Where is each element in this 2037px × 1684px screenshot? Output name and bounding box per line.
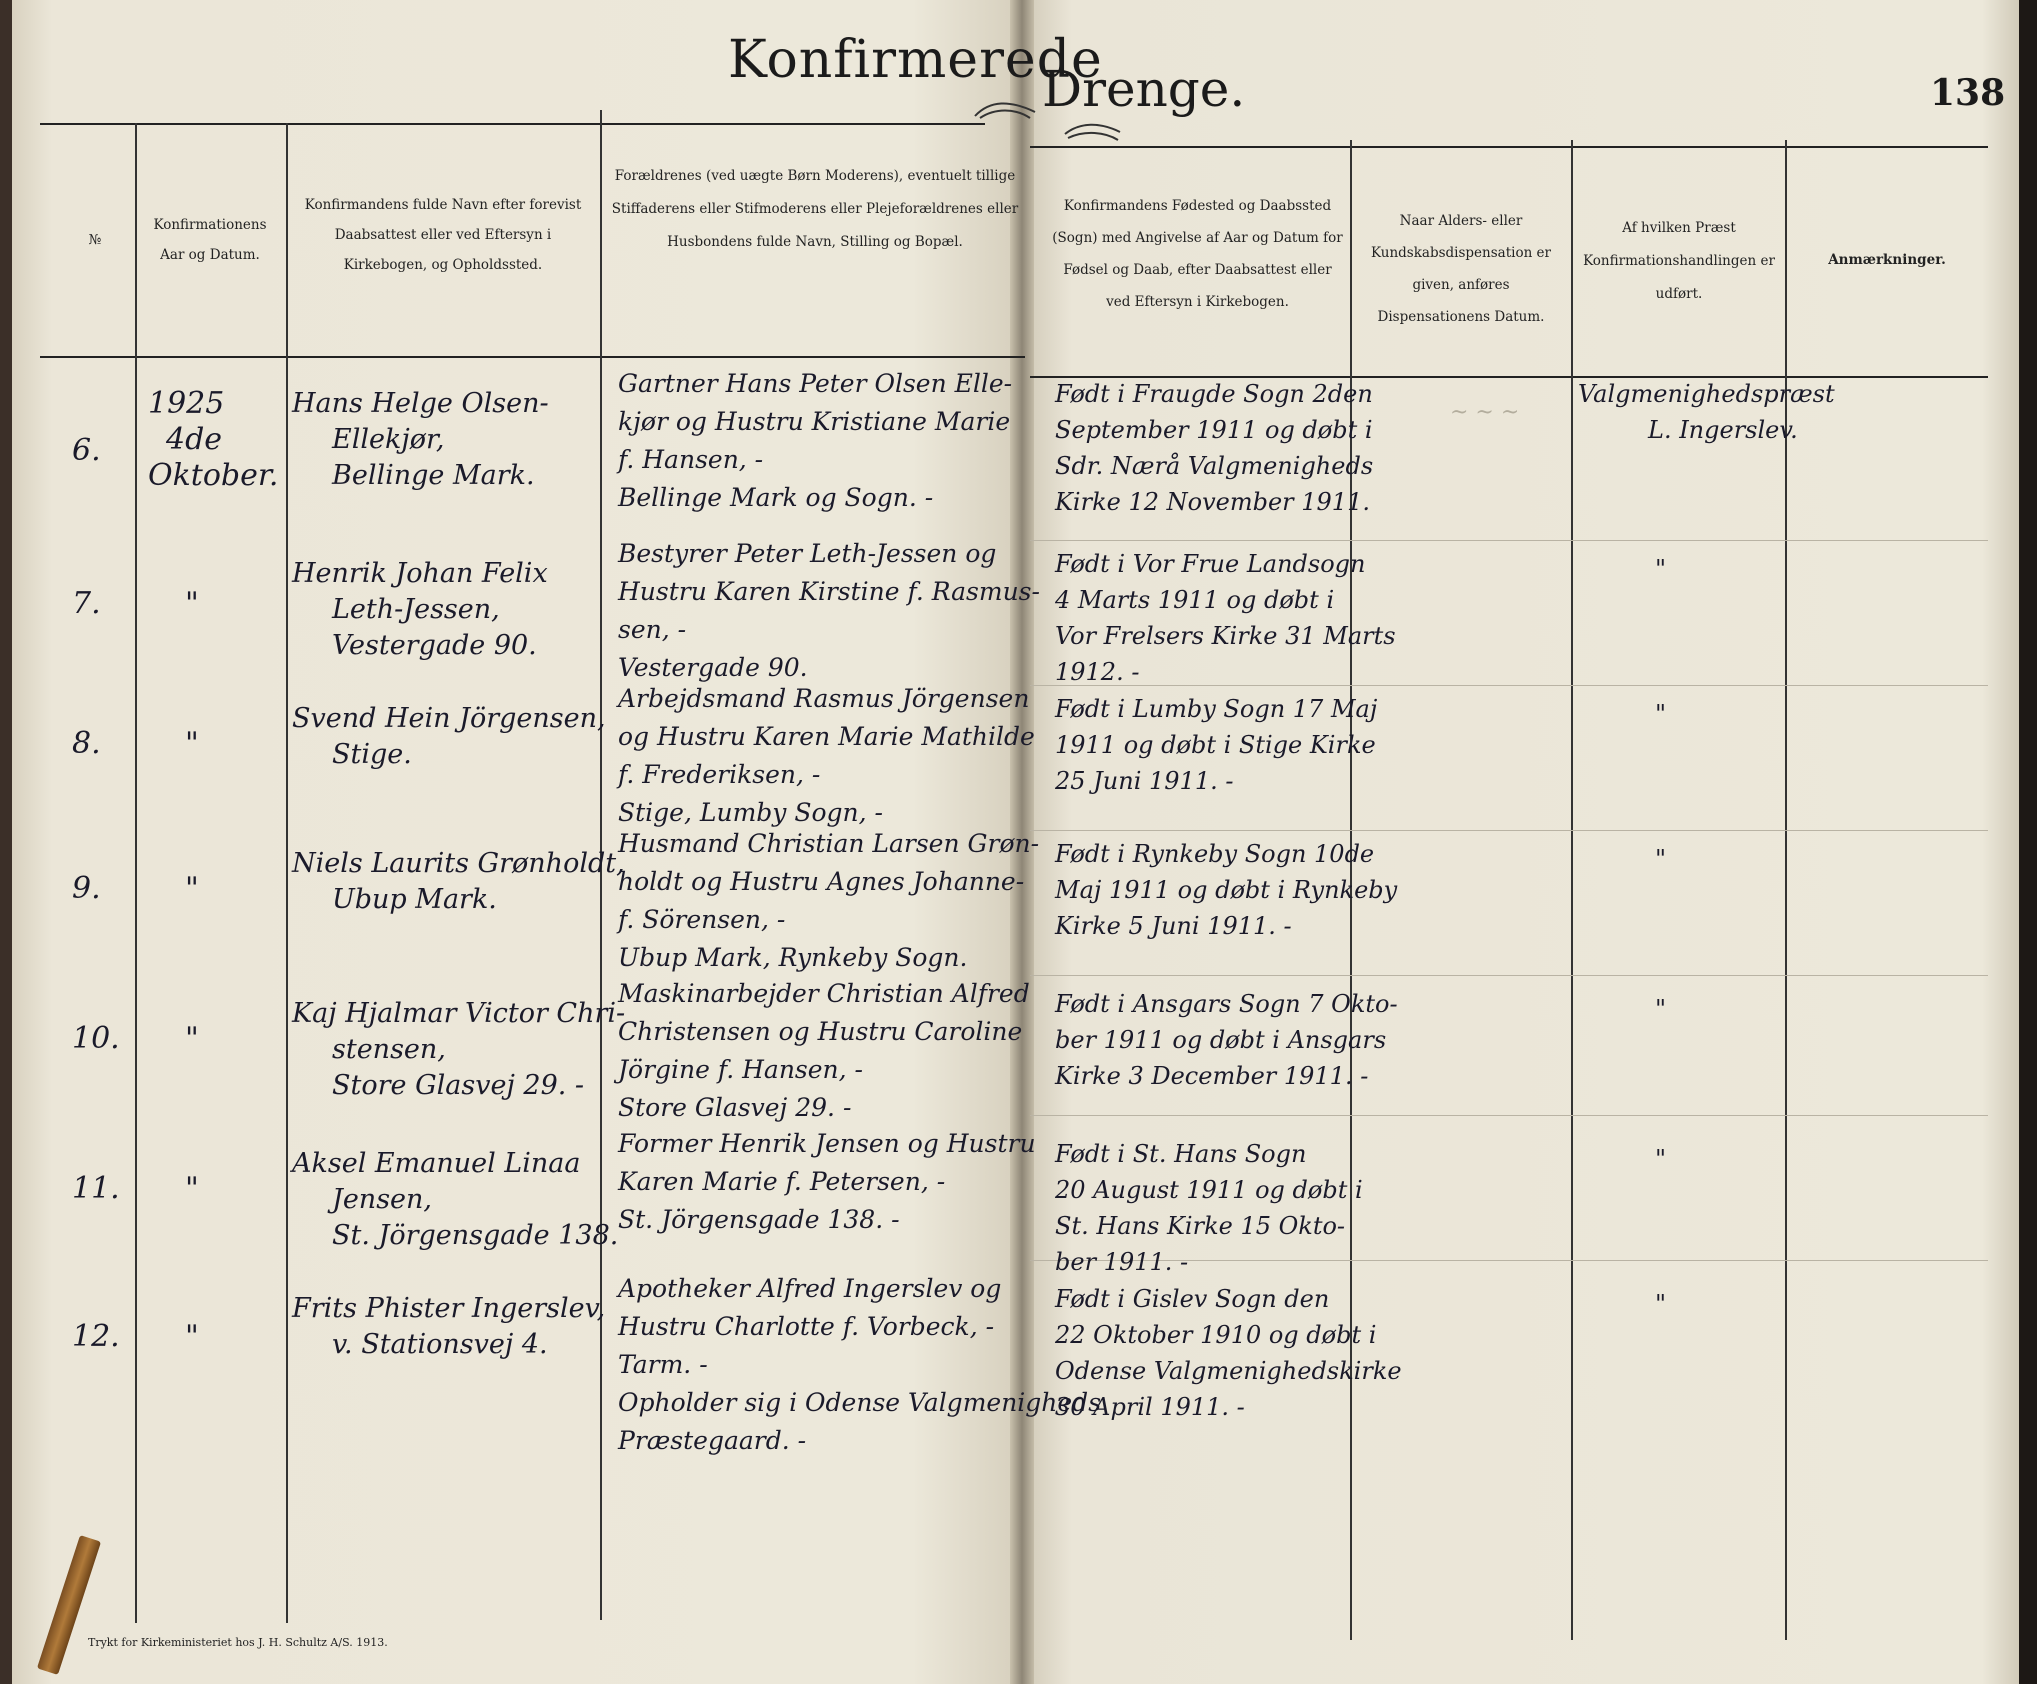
- entry-name: Store Glasvej 29. -: [332, 1070, 585, 1101]
- entry-number: 11.: [72, 1171, 120, 1206]
- entry-name: Kaj Hjalmar Victor Chri-: [292, 998, 626, 1029]
- entry-birth: 20 August 1911 og døbt i: [1055, 1176, 1363, 1204]
- entry-parents: Opholder sig i Odense Valgmenigheds: [618, 1388, 1102, 1417]
- entry-parents: St. Jörgensgade 138. -: [618, 1205, 900, 1234]
- entry-name: Vestergade 90.: [332, 630, 537, 661]
- entry-priest: ": [1655, 1290, 1667, 1318]
- header-no: №: [88, 232, 102, 248]
- entry-name: Stige.: [332, 739, 412, 770]
- entry-birth: 30 April 1911. -: [1055, 1393, 1245, 1421]
- entry-birth: Kirke 12 November 1911.: [1055, 488, 1370, 516]
- entry-birth: Født i Ansgars Sogn 7 Okto-: [1055, 990, 1398, 1018]
- header-birth: Konfirmandens Fødested og Daabssted (Sogn) med Angivelse af Aar og Datum for Fødsel og Daab, efter Daabsattest eller ved Eftersyn i Kirkebogen.: [1052, 198, 1343, 310]
- entry-parents: kjør og Hustru Kristiane Marie: [618, 407, 1011, 436]
- entry-birth: ber 1911 og døbt i Ansgars: [1055, 1026, 1387, 1054]
- header-top-rule-right: [1030, 146, 1988, 148]
- entry-priest: ": [1655, 845, 1667, 873]
- entry-name: stensen,: [332, 1034, 446, 1065]
- entry-birth: St. Hans Kirke 15 Okto-: [1055, 1212, 1346, 1240]
- entry-name: Frits Phister Ingerslev,: [292, 1293, 606, 1324]
- entry-date: ": [185, 1171, 199, 1206]
- entry-name: Niels Laurits Grønholdt,: [292, 848, 625, 879]
- entry-date: ": [185, 871, 199, 906]
- header-remarks: Anmærkninger.: [1828, 252, 1946, 268]
- header-priest: Af hvilken Præst Konfirmationshandlingen er udført.: [1583, 220, 1775, 302]
- entry-birth: 1912. -: [1055, 658, 1140, 686]
- entry-name: Ubup Mark.: [332, 884, 497, 915]
- column-divider: [1571, 140, 1573, 1640]
- entry-date: ": [185, 1021, 199, 1056]
- column-divider: [286, 123, 288, 1623]
- entry-parents: Husmand Christian Larsen Grøn-: [618, 829, 1040, 858]
- entry-parents: Karen Marie f. Petersen, -: [618, 1167, 946, 1196]
- entry-parents: Præstegaard. -: [618, 1426, 807, 1455]
- entry-date: 4de: [166, 422, 223, 457]
- entry-birth: 4 Marts 1911 og døbt i: [1055, 586, 1335, 614]
- header-dispensation: Naar Alders- eller Kundskabsdispensation er given, anføres Dispensationens Datum.: [1370, 213, 1552, 325]
- entry-birth: Født i Fraugde Sogn 2den: [1055, 380, 1373, 408]
- entry-parents: Hustru Charlotte f. Vorbeck, -: [618, 1312, 995, 1341]
- entry-parents: Ubup Mark, Rynkeby Sogn.: [618, 943, 968, 972]
- row-divider: [1030, 830, 1988, 831]
- entry-date: ": [185, 726, 199, 761]
- printer-footer: Trykt for Kirkeministeriet hos J. H. Schultz A/S. 1913.: [88, 1636, 388, 1649]
- ornament-icon: [1060, 120, 1130, 146]
- entry-parents: f. Hansen, -: [618, 445, 764, 474]
- page-edge: [2019, 0, 2037, 1684]
- entry-name: Leth-Jessen,: [332, 594, 500, 625]
- entry-birth: Født i Vor Frue Landsogn: [1055, 550, 1366, 578]
- entry-date: ": [185, 1319, 199, 1354]
- entry-priest: ": [1655, 995, 1667, 1023]
- entry-parents: Bestyrer Peter Leth-Jessen og: [618, 539, 997, 568]
- entry-parents: Bellinge Mark og Sogn. -: [618, 483, 934, 512]
- entry-name: Svend Hein Jörgensen,: [292, 703, 606, 734]
- entry-parents: sen, -: [618, 615, 687, 644]
- row-divider: [1030, 540, 1988, 541]
- entry-priest: Valgmenighedspræst: [1578, 380, 1835, 408]
- entry-parents: Hustru Karen Kirstine f. Rasmus-: [618, 577, 1040, 606]
- entry-priest: ": [1655, 555, 1667, 583]
- entry-parents: Stige, Lumby Sogn, -: [618, 798, 883, 827]
- entry-date: ": [185, 586, 199, 621]
- row-divider: [1030, 1115, 1988, 1116]
- entry-birth: Maj 1911 og døbt i Rynkeby: [1055, 876, 1398, 904]
- entry-name: Aksel Emanuel Linaa: [292, 1148, 581, 1179]
- entry-birth: September 1911 og døbt i: [1055, 416, 1373, 444]
- entry-birth: Født i Lumby Sogn 17 Maj: [1055, 695, 1378, 723]
- entry-parents: Maskinarbejder Christian Alfred: [618, 979, 1030, 1008]
- entry-name: Ellekjør,: [332, 424, 445, 455]
- entry-birth: Kirke 5 Juni 1911. -: [1055, 912, 1292, 940]
- ornament-icon: [970, 98, 1040, 124]
- page-number: 138: [1930, 72, 2006, 114]
- entry-birth: Født i Gislev Sogn den: [1055, 1285, 1330, 1313]
- entry-birth: 22 Oktober 1910 og døbt i: [1055, 1321, 1377, 1349]
- entry-parents: Former Henrik Jensen og Hustru: [618, 1129, 1036, 1158]
- entry-number: 7.: [72, 586, 101, 621]
- entry-parents: Vestergade 90.: [618, 653, 808, 682]
- entry-name: Henrik Johan Felix: [292, 558, 548, 589]
- entry-birth: Sdr. Nærå Valgmenigheds: [1055, 452, 1374, 480]
- entry-number: 12.: [72, 1319, 120, 1354]
- entry-name: St. Jörgensgade 138.: [332, 1220, 619, 1251]
- entry-name: Jensen,: [332, 1184, 432, 1215]
- entry-name: v. Stationsvej 4.: [332, 1329, 548, 1360]
- entry-parents: Jörgine f. Hansen, -: [618, 1055, 863, 1084]
- entry-birth: 1911 og døbt i Stige Kirke: [1055, 731, 1376, 759]
- entry-priest: ": [1655, 700, 1667, 728]
- entry-parents: Store Glasvej 29. -: [618, 1093, 852, 1122]
- column-divider: [1785, 140, 1787, 1640]
- title-left: Konfirmerede: [728, 30, 1103, 90]
- entry-priest: L. Ingerslev.: [1648, 416, 1798, 444]
- entry-parents: Apotheker Alfred Ingerslev og: [618, 1274, 1002, 1303]
- entry-parents: holdt og Hustru Agnes Johanne-: [618, 867, 1025, 896]
- entry-name: Bellinge Mark.: [332, 460, 535, 491]
- bleed-through: ~ ~ ~: [1450, 400, 1520, 425]
- entry-parents: Arbejdsmand Rasmus Jörgensen: [618, 684, 1030, 713]
- header-name: Konfirmandens fulde Navn efter forevist Daabsattest eller ved Eftersyn i Kirkebogen, og Opholdssted.: [304, 197, 582, 273]
- entry-parents: Tarm. -: [618, 1350, 708, 1379]
- entry-priest: ": [1655, 1145, 1667, 1173]
- entry-birth: Født i St. Hans Sogn: [1055, 1140, 1307, 1168]
- entry-birth: ber 1911. -: [1055, 1248, 1189, 1276]
- entry-birth: Vor Frelsers Kirke 31 Marts: [1055, 622, 1396, 650]
- header-top-rule: [40, 123, 985, 125]
- entry-parents: f. Sörensen, -: [618, 905, 786, 934]
- entry-date: Oktober.: [148, 458, 279, 493]
- entry-parents: Gartner Hans Peter Olsen Elle-: [618, 369, 1013, 398]
- entry-name: Hans Helge Olsen-: [292, 388, 549, 419]
- entry-birth: 25 Juni 1911. -: [1055, 767, 1234, 795]
- entry-parents: Christensen og Hustru Caroline: [618, 1017, 1023, 1046]
- row-divider: [1030, 975, 1988, 976]
- entry-date: 1925: [148, 386, 225, 421]
- entry-birth: Odense Valgmenighedskirke: [1055, 1357, 1402, 1385]
- row-divider: [1030, 685, 1988, 686]
- header-parents: Forældrenes (ved uægte Børn Moderens), eventuelt tillige Stiffaderens eller Stifmoderens eller Plejeforældrenes eller Husbondens fulde Navn, Stilling og Bopæl.: [611, 168, 1019, 250]
- header-date: Konfirmationens Aar og Datum.: [153, 217, 267, 263]
- title-right: Drenge.: [1042, 60, 1246, 118]
- header-bottom-rule: [40, 356, 1025, 358]
- column-divider: [135, 123, 137, 1623]
- entry-parents: og Hustru Karen Marie Mathilde: [618, 722, 1035, 751]
- entry-number: 10.: [72, 1021, 120, 1056]
- entry-parents: f. Frederiksen, -: [618, 760, 821, 789]
- entry-number: 6.: [72, 433, 101, 468]
- entry-number: 8.: [72, 726, 101, 761]
- entry-number: 9.: [72, 871, 101, 906]
- entry-birth: Kirke 3 December 1911. -: [1055, 1062, 1369, 1090]
- entry-birth: Født i Rynkeby Sogn 10de: [1055, 840, 1375, 868]
